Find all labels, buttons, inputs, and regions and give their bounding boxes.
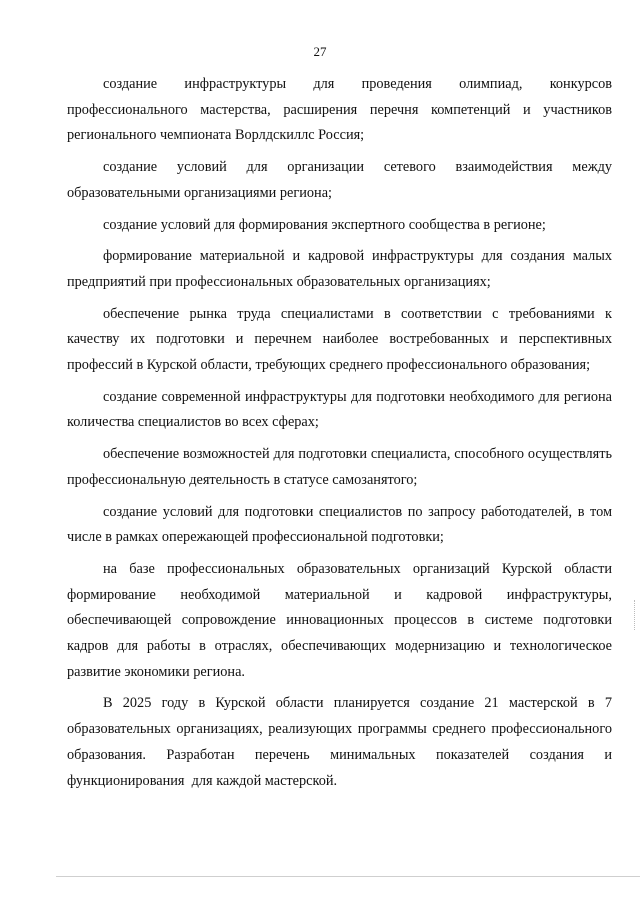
paragraph: обеспечение рынка труда специалистами в соответствии с требованиями к качеству их подготовки и перечнем наиболее востребованных и перспективных профессий в Курской области, требующих среднего профессионального образования; [67,305,616,374]
bottom-rule [56,876,640,877]
paragraph: формирование материальной и кадровой инфраструктуры для создания малых предприятий при профессиональных образовательных организациях; [67,248,616,290]
paragraph: создание современной инфраструктуры для подготовки необходимого для региона количества специалистов во всех сферах; [67,388,616,431]
paragraph: В 2025 году в Курской области планируется создание 21 мастерской в 7 образовательных организациях, реализующих программы среднего профессионального образования. Разработан перечень минимальных показателей создания и функционирования для каждой мастерской. [67,695,616,789]
page-number: 27 [313,44,327,59]
paragraph: создание инфраструктуры для проведения олимпиад, конкурсов профессионального мастерства, расширения перечня компетенций и участников регионального чемпионата Ворлдскиллс Россия; [67,76,616,144]
paragraph: создание условий для формирования экспертного сообщества в регионе; [103,216,546,233]
paragraph: на базе профессиональных образовательных организаций Курской области формирование необходимой материальной и кадровой инфраструктуры, обеспечивающей сопровождение инновационных процессов в системе подготовки кадров для работы в отраслях, обеспечивающих модернизацию и технологическое развитие экономики региона. [67,560,616,680]
document-body [67,72,616,800]
paragraph: создание условий для организации сетевого взаимодействия между образовательными организациями региона; [67,159,616,201]
paragraph: обеспечение возможностей для подготовки специалиста, способного осуществлять профессиональную деятельность в статусе самозанятого; [67,446,616,488]
paragraph: создание условий для подготовки специалистов по запросу работодателей, в том числе в рамках опережающей профессиональной подготовки; [67,503,616,546]
scan-edge-mark [634,600,636,630]
